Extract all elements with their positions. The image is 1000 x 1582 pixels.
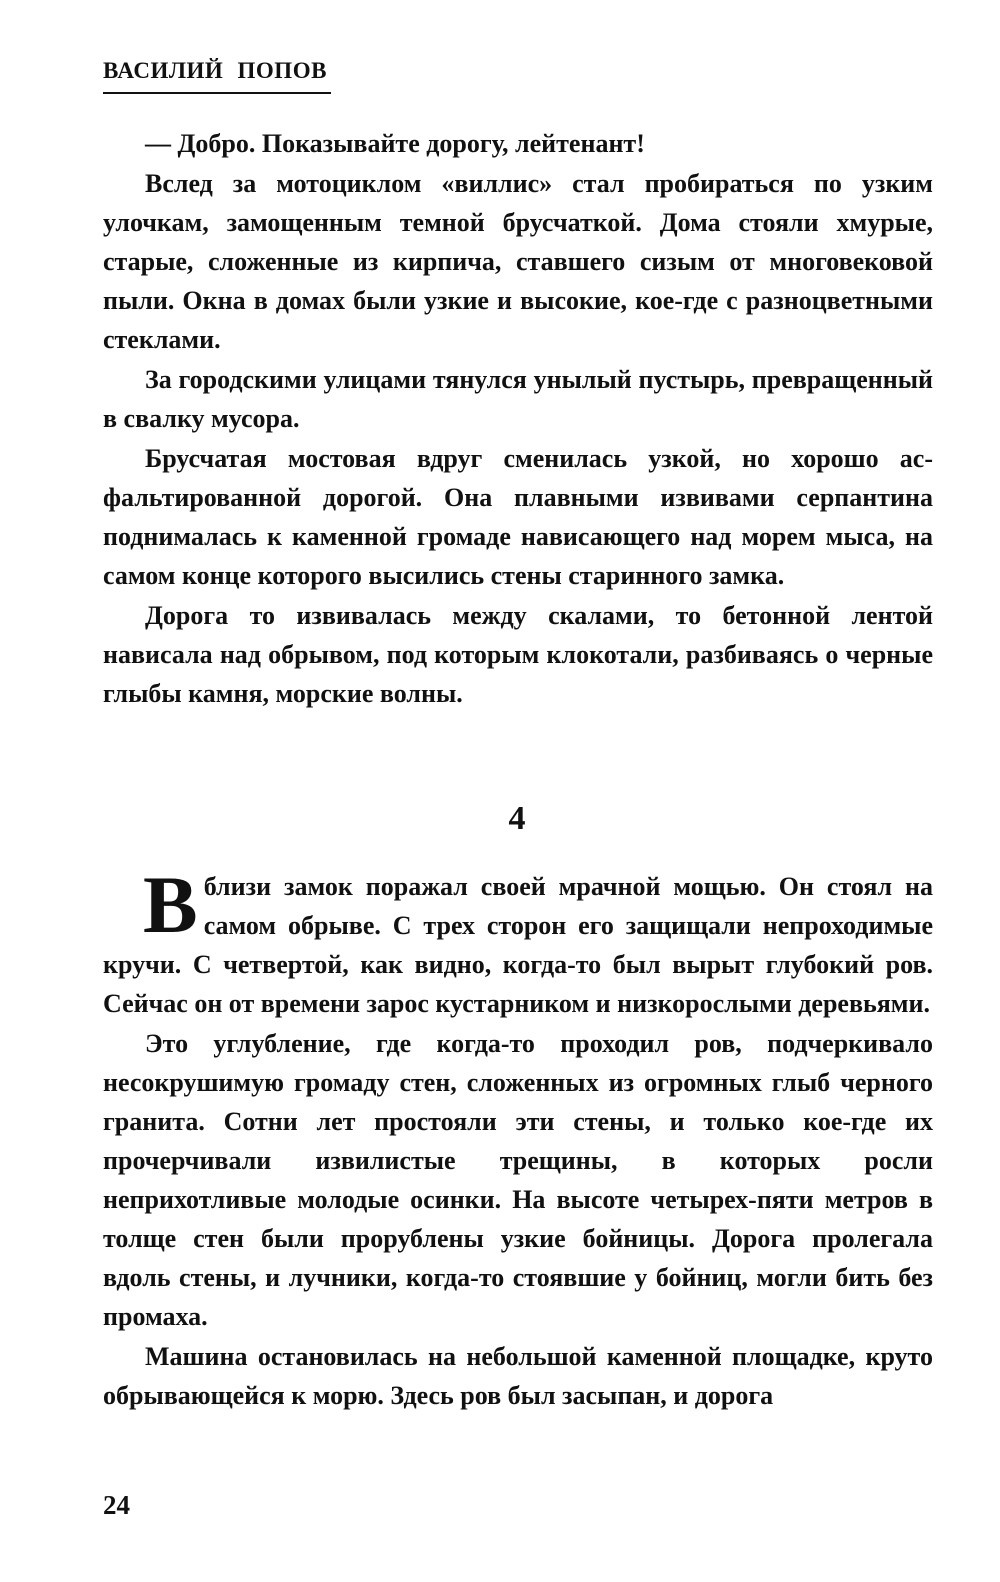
paragraph: Брусчатая мостовая вдруг сменилась узкой, но хорошо асфальтированной дорогой. Она плавными извивами серпантина поднималась к каменной громаде нависающего над морем мыса, на самом конце которого высились стены старинного замка. [103,444,933,590]
paragraph: Вслед за мотоциклом «виллис» стал пробираться по узким улочкам, замощенным темной брусчаткой. Дома стояли хмурые, старые, сложенные из кирпича, ставшего сизым от многовековой пыли. Окна в домах были узкие и высокие, кое-где с разноцветными стеклами. [103,169,933,354]
section-one-text [103,124,933,713]
paragraph: Машина остановилась на небольшой каменной площадке, круто обрывающейся к морю. Здесь ров был засыпан, и дорога [103,1342,933,1410]
running-head: ВАСИЛИЙ ПОПОВ [103,58,327,83]
page-number: 24 [103,1490,130,1520]
drop-cap: В [143,859,198,950]
opening-paragraph-text: близи замок поражал своей мрачной мощью. Он стоял на самом обрыве. С трех сторон его защищали непроходимые кручи. С четвертой, как видно, когда-то был вырыт глубокий ров. Сейчас он от времени зарос кустарником и низкорослыми деревьями. [103,872,933,1018]
running-head-rule [103,92,331,94]
paragraph: Это углубление, где когда-то проходил ров, подчеркивало несокрушимую громаду стен, сложенных из огромных глыб черного гранита. Сотни лет простояли эти стены, и только кое-где их прочерчивали извилистые трещины, в которых росли неприхотливые молодые осинки. На высоте четырех-пяти метров в толще стен были прорублены узкие бойницы. Дорога пролегала вдоль стены, и лучники, когда-то стоявшие у бойниц, могли бить без промаха. [103,1029,933,1331]
paragraph: За городскими улицами тянулся унылый пустырь, превращенный в свалку мусора. [103,365,933,433]
chapter-number: 4 [508,800,526,837]
paragraph: — Добро. Показывайте дорогу, лейтенант! [145,129,645,158]
paragraph: Дорога то извивалась между скалами, то бетонной лентой нависала над обрывом, под которым клокотали, разбиваясь о черные глыбы камня, морские волны. [103,601,933,708]
chapter-text [103,859,933,1415]
opening-paragraph [103,859,933,1023]
